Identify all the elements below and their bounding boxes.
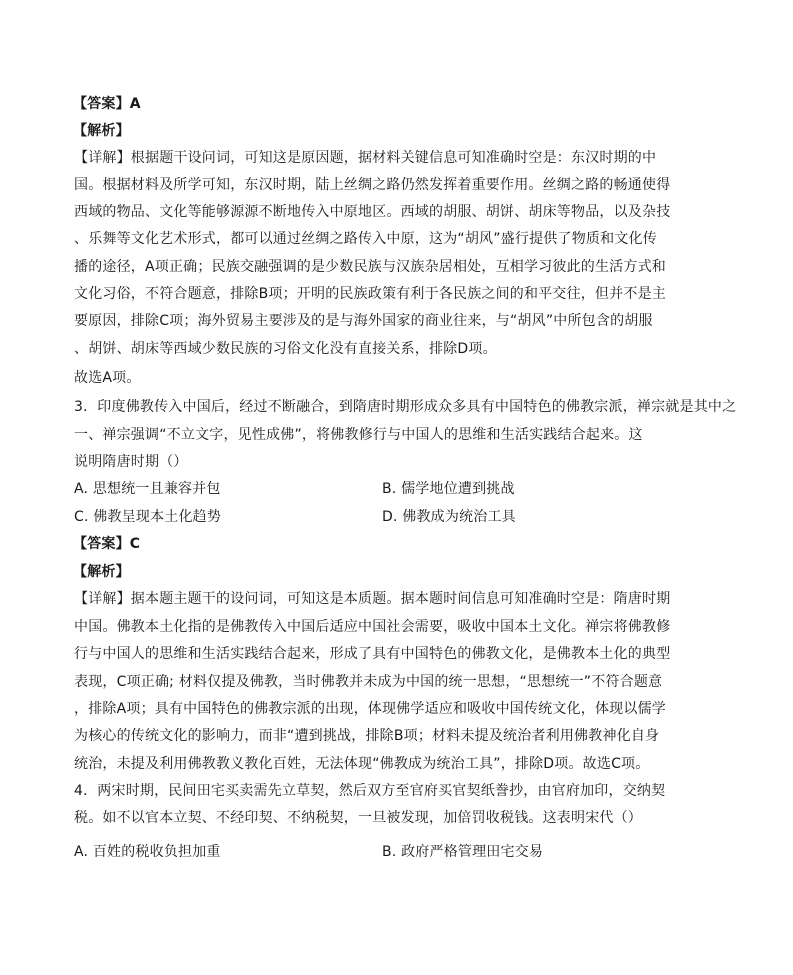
- detail-line: 统治，未提及利用佛教教义教化百姓，无法体现“佛教成为统治工具”，排除D项。故选C项。: [74, 756, 650, 772]
- option-b: B. 政府严格管理田宅交易: [382, 844, 544, 860]
- detail-line: 行与中国人的思维和生活实践结合起来，形成了具有中国特色的佛教文化，是佛教本土化的典型: [74, 646, 671, 662]
- detail-line: 【详解】据本题主题干的设问词，可知这是本质题。据本题时间信息可知准确时空是：隋唐时期: [74, 591, 671, 607]
- question-stem-line: 税。如不以官本立契、不经印契、不纳税契，一旦被发现，加倍罚收税钱。这表明宋代（）: [74, 810, 642, 826]
- option-d: D. 佛教成为统治工具: [382, 509, 516, 525]
- question-stem-line: 3．印度佛教传入中国后，经过不断融合，到隋唐时期形成众多具有中国特色的佛教宗派，禅宗就是其中之: [74, 399, 737, 415]
- detail-line: 、乐舞等文化艺术形式，都可以通过丝绸之路传入中原，这为“胡风”盛行提供了物质和文化传: [74, 231, 657, 247]
- answer-line: 【答案】C: [73, 536, 141, 552]
- answer-line: 【答案】A: [73, 96, 141, 112]
- question-stem-line: 4．两宋时期，民间田宅买卖需先立草契，然后双方至官府买官契纸誊抄，由官府加印，交纳契: [74, 783, 666, 799]
- option-c: C. 佛教呈现本土化趋势: [74, 509, 222, 525]
- detail-line: 要原因，排除C项；海外贸易主要涉及的是与海外国家的商业往来，与“胡风”中所包含的胡服: [74, 313, 653, 329]
- question-stem-line: 说明隋唐时期（）: [74, 454, 188, 470]
- detail-line: 表现，C项正确; 材料仅提及佛教，当时佛教并未成为中国的统一思想，“思想统一”不符合题意: [74, 674, 663, 690]
- detail-line: 为核心的传统文化的影响力，而非“遭到挑战，排除B项；材料未提及统治者利用佛教神化自身: [74, 728, 660, 744]
- option-a: A. 思想统一且兼容并包: [74, 481, 221, 497]
- analysis-label: 【解析】: [73, 564, 130, 580]
- detail-line: 播的途径，A项正确；民族交融强调的是少数民族与汉族杂居相处，互相学习彼此的生活方式和: [74, 259, 666, 275]
- option-b: B. 儒学地位遭到挑战: [382, 481, 515, 497]
- detail-line: 西域的物品、文化等能够源源不断地传入中原地区。西域的胡服、胡饼、胡床等物品，以及杂技: [74, 204, 671, 220]
- detail-line: 文化习俗，不符合题意，排除B项；开明的民族政策有利于各民族之间的和平交往，但并不是主: [74, 286, 667, 302]
- detail-line: 【详解】根据题干设问词，可知这是原因题，据材料关键信息可知准确时空是：东汉时期的中: [74, 150, 657, 166]
- analysis-label: 【解析】: [73, 123, 130, 139]
- conclusion-line: 故选A项。: [74, 370, 141, 386]
- option-a: A. 百姓的税收负担加重: [74, 844, 221, 860]
- question-stem-line: 一、禅宗强调“不立文字，见性成佛”，将佛教修行与中国人的思维和生活实践结合起来。这: [74, 427, 643, 443]
- detail-line: 、胡饼、胡床等西域少数民族的习俗文化没有直接关系，排除D项。: [74, 341, 497, 357]
- detail-line: 国。根据材料及所学可知，东汉时期，陆上丝绸之路仍然发挥着重要作用。丝绸之路的畅通使得: [74, 177, 671, 193]
- detail-line: ，排除A项；具有中国特色的佛教宗派的出现，体现佛学适应和吸收中国传统文化，体现以儒学: [74, 701, 666, 717]
- detail-line: 中国。佛教本土化指的是佛教传入中国后适应中国社会需要，吸收中国本土文化。禅宗将佛教修: [74, 619, 671, 635]
